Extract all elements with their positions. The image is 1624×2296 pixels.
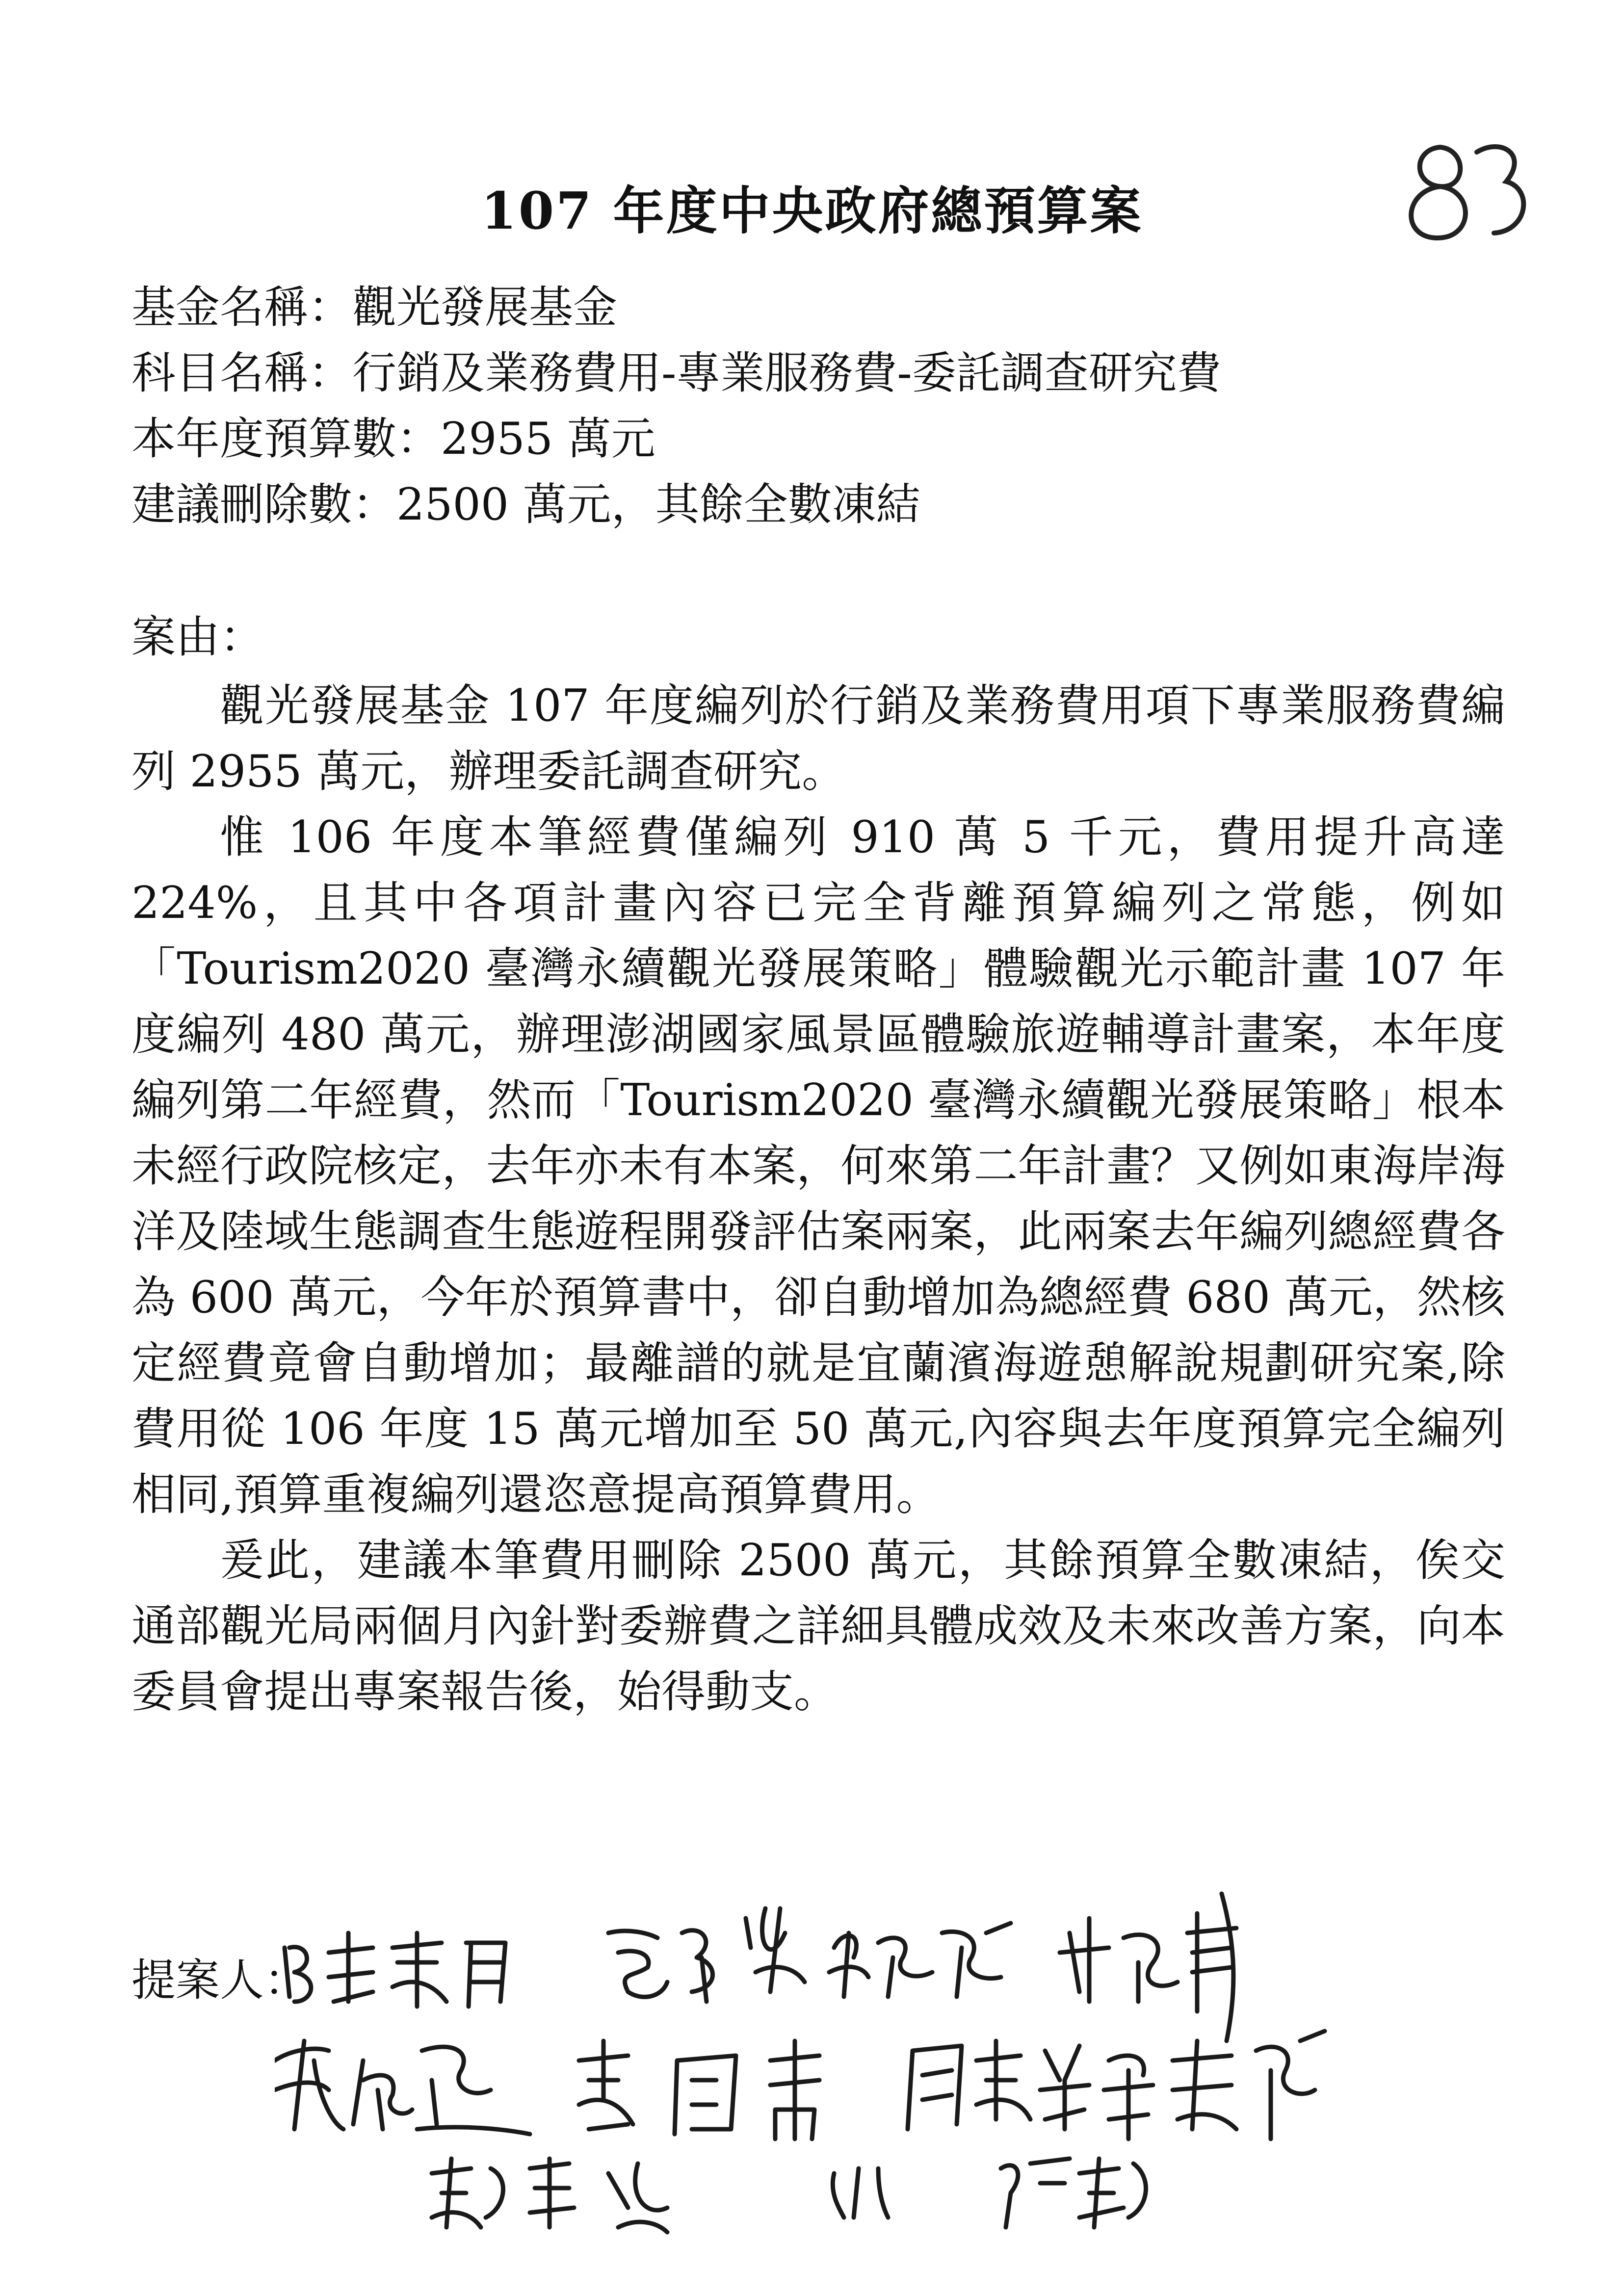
field-separator: ： — [308, 347, 352, 399]
field-label: 基金名稱 — [131, 282, 308, 333]
signature-2 — [608, 1908, 805, 2002]
field-label: 科目名稱 — [131, 347, 308, 399]
signature-6 — [579, 2041, 819, 2139]
signature-7 — [908, 2041, 1089, 2129]
field-value: 2500 萬元，其餘全數凍結 — [396, 479, 920, 530]
signature-3 — [829, 1923, 1011, 1997]
budget-metadata — [131, 275, 1221, 538]
reason-label: 案由： — [131, 611, 264, 663]
field-account-name — [131, 340, 1221, 406]
field-fund-name — [131, 275, 1221, 340]
signature-area — [275, 1786, 1599, 2276]
field-separator: ： — [308, 282, 352, 333]
field-separator: ： — [396, 413, 441, 465]
signature-4 — [1060, 1894, 1236, 2041]
reason-body — [131, 673, 1505, 1725]
signature-10 — [833, 2159, 1146, 2227]
field-budget-amount — [131, 406, 1221, 472]
handwritten-signatures — [275, 1786, 1599, 2276]
signature-1 — [285, 1933, 505, 2007]
signature-5 — [275, 2041, 530, 2134]
proposer-label: 提案人： — [131, 1955, 308, 2006]
field-separator: ： — [352, 479, 396, 530]
field-value: 2955 萬元 — [441, 413, 655, 465]
field-label: 建議刪除數 — [131, 479, 352, 530]
paragraph-1: 觀光發展基金 107 年度編列於行銷及業務費用項下專業服務費編列 2955 萬元，辦理委託調查研究。 — [131, 680, 1505, 797]
paragraph-2: 惟 106 年度本筆經費僅編列 910 萬 5 千元，費用提升高達 224%，且其中各項計畫內容已完全背離預算編列之常態，例如「Tourism2020 臺灣永續觀光發展策略」體驗觀光示範計畫 107 年度編列 480 萬元，辦理澎湖國家風景區體驗旅遊輔導計畫案，本年度編列第二年經費，然而「Tourism2020 臺灣永續觀光發展策略」根本未經行政院核定，去年亦未有本案，何來第二年計畫？又例如東海岸海洋及陸域生態調查生態遊程開發評估案兩案，此兩案去年編列總經費各為 600 萬元，今年於預算書中，卻自動增加為總經費 680 萬元，然核定經費竟會自動增加；最離譜的就是宜蘭濱海遊憩解說規劃研究案,除費用從 106 年度 15 萬元增加至 50 萬元,內容與去年度預算完全編列相同,預算重複編列還恣意提高預算費用。 — [131, 811, 1505, 1520]
signature-8 — [1104, 2031, 1325, 2139]
field-proposed-cut — [131, 472, 1221, 538]
signature-9 — [432, 2159, 667, 2232]
document-title: 107 年度中央政府總預算案 — [481, 181, 1143, 241]
field-value: 行銷及業務費用-專業服務費-委託調查研究費 — [352, 347, 1221, 399]
field-label: 本年度預算數 — [131, 413, 396, 465]
field-value: 觀光發展基金 — [352, 282, 617, 333]
paragraph-3: 爰此，建議本筆費用刪除 2500 萬元，其餘預算全數凍結，俟交通部觀光局兩個月內針對委辦費之詳細具體成效及未來改善方案，向本委員會提出專案報告後，始得動支。 — [131, 1535, 1505, 1718]
